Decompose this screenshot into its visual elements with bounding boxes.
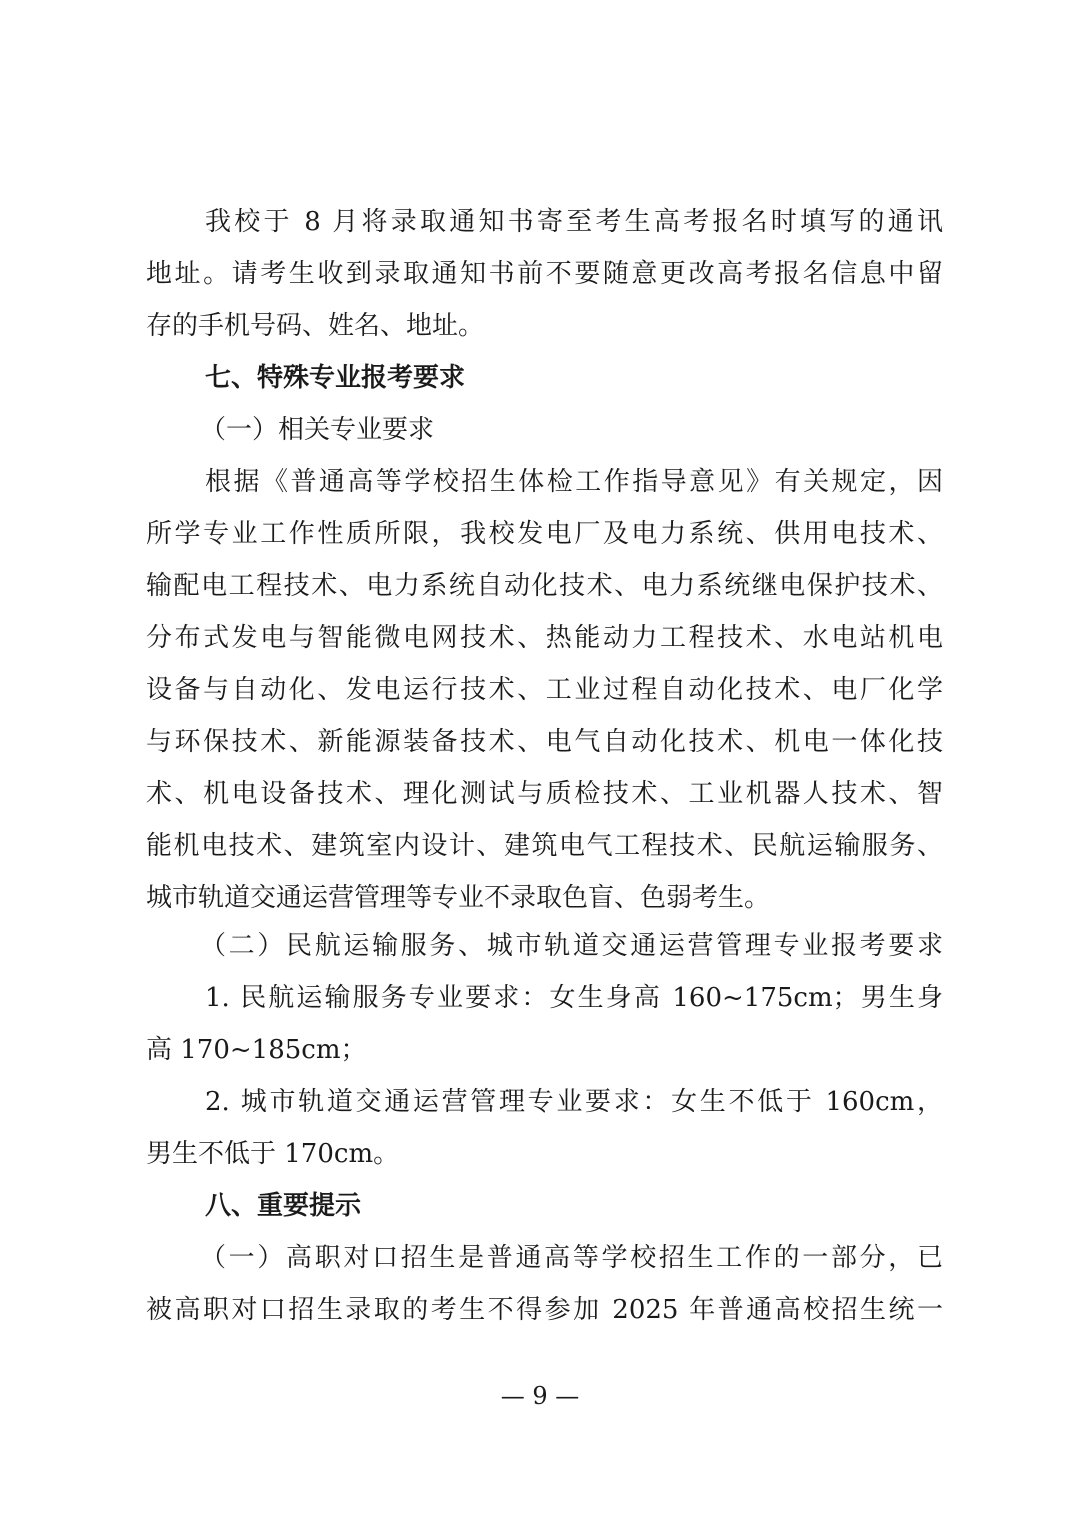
paragraph-line: 存的手机号码、姓名、地址。 <box>146 311 485 341</box>
requirement-line: 2. 城市轨道交通运营管理专业要求：女生不低于 160cm， <box>205 1087 943 1117</box>
subsection-heading: （一）相关专业要求 <box>200 415 435 445</box>
page-number: — 9 — <box>500 1382 580 1410</box>
requirement-line: 男生不低于 170cm。 <box>146 1139 400 1169</box>
requirement-line: 1. 民航运输服务专业要求：女生身高 160~175cm；男生身 <box>205 983 943 1013</box>
subsection-heading: （二）民航运输服务、城市轨道交通运营管理专业报考要求 <box>200 931 943 961</box>
section-heading: 七、特殊专业报考要求 <box>205 363 466 393</box>
paragraph-line: 我校于 8 月将录取通知书寄至考生高考报名时填写的通讯 <box>205 207 943 237</box>
paragraph-line: 根据《普通高等学校招生体检工作指导意见》有关规定，因 <box>205 467 943 497</box>
paragraph-line: 被高职对口招生录取的考生不得参加 2025 年普通高校招生统一 <box>146 1295 943 1325</box>
paragraph-line: （一）高职对口招生是普通高等学校招生工作的一部分，已 <box>200 1243 943 1273</box>
paragraph-line: 分布式发电与智能微电网技术、热能动力工程技术、水电站机电 <box>146 623 943 653</box>
paragraph-line: 城市轨道交通运营管理等专业不录取色盲、色弱考生。 <box>146 883 771 913</box>
paragraph-line: 与环保技术、新能源装备技术、电气自动化技术、机电一体化技 <box>146 727 943 757</box>
section-heading: 八、重要提示 <box>205 1191 362 1221</box>
paragraph-line: 能机电技术、建筑室内设计、建筑电气工程技术、民航运输服务、 <box>146 831 943 861</box>
paragraph-line: 输配电工程技术、电力系统自动化技术、电力系统继电保护技术、 <box>146 571 943 601</box>
paragraph-line: 术、机电设备技术、理化测试与质检技术、工业机器人技术、智 <box>146 779 943 809</box>
paragraph-line: 地址。请考生收到录取通知书前不要随意更改高考报名信息中留 <box>146 259 943 289</box>
paragraph-line: 所学专业工作性质所限，我校发电厂及电力系统、供用电技术、 <box>146 519 943 549</box>
paragraph-line: 设备与自动化、发电运行技术、工业过程自动化技术、电厂化学 <box>146 675 943 705</box>
requirement-line: 高 170~185cm； <box>146 1035 367 1065</box>
